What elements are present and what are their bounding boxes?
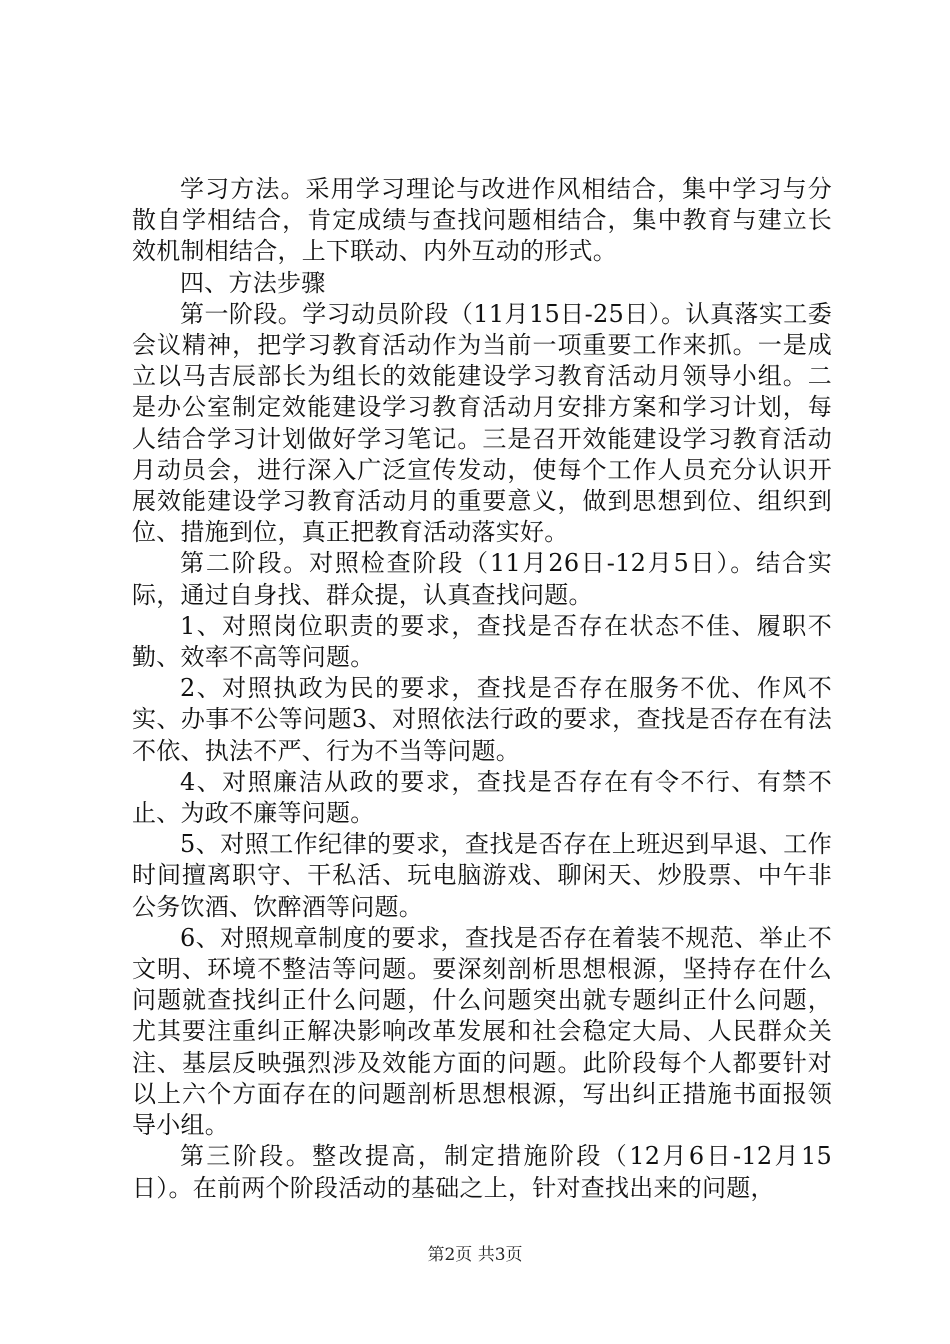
paragraph-stage-two: 第二阶段。对照检查阶段（11月26日-12月5日）。结合实际，通过自身找、群众提，认真查找问题。: [132, 549, 832, 609]
paragraph-study-method: 学习方法。采用学习理论与改进作风相结合，集中学习与分散自学相结合，肯定成绩与查找问题相结合，集中教育与建立长效机制相结合，上下联动、内外互动的形式。: [132, 175, 832, 266]
list-item-4: 4、对照廉洁从政的要求，查找是否存在有令不行、有禁不止、为政不廉等问题。: [132, 767, 832, 828]
list-item-1: 1、对照岗位职责的要求，查找是否存在状态不佳、履职不勤、效率不高等问题。: [132, 611, 832, 672]
page-number-label: 第2页 共3页: [427, 1245, 523, 1265]
list-item-2-3: 2、对照执政为民的要求，查找是否存在服务不优、作风不实、办事不公等问题3、对照依法行政的要求，查找是否存在有法不依、执法不严、行为不当等问题。: [132, 674, 832, 765]
paragraph-stage-one: 第一阶段。学习动员阶段（11月15日-25日）。认真落实工委会议精神，把学习教育活动作为当前一项重要工作来抓。一是成立以马吉辰部长为组长的效能建设学习教育活动月领导小组。二是办公室制定效能建设学习教育活动月安排方案和学习计划，每人结合学习计划做好学习笔记。三是召开效能建设学习教育活动月动员会，进行深入广泛宣传发动，使每个工作人员充分认识开展效能建设学习教育活动月的重要意义，做到思想到位、组织到位、措施到位，真正把教育活动落实好。: [132, 299, 832, 547]
list-item-5: 5、对照工作纪律的要求，查找是否存在上班迟到早退、工作时间擅离职守、干私活、玩电脑游戏、聊闲天、炒股票、中午非公务饮酒、饮醉酒等问题。: [132, 830, 832, 921]
document-body: [132, 174, 832, 1204]
page-footer: [0, 1244, 950, 1266]
section-heading-method-steps: 四、方法步骤: [180, 268, 326, 297]
paragraph-stage-three: 第三阶段。整改提高，制定措施阶段（12月6日-12月15日）。在前两个阶段活动的基础之上，针对查找出来的问题，: [132, 1142, 832, 1202]
list-item-6: 6、对照规章制度的要求，查找是否存在着装不规范、举止不文明、环境不整洁等问题。要深刻剖析思想根源，坚持存在什么问题就查找纠正什么问题，什么问题突出就专题纠正什么问题，尤其要注重纠正解决影响改革发展和社会稳定大局、人民群众关注、基层反映强烈涉及效能方面的问题。此阶段每个人都要针对以上六个方面存在的问题剖析思想根源，写出纠正措施书面报领导小组。: [132, 923, 832, 1140]
